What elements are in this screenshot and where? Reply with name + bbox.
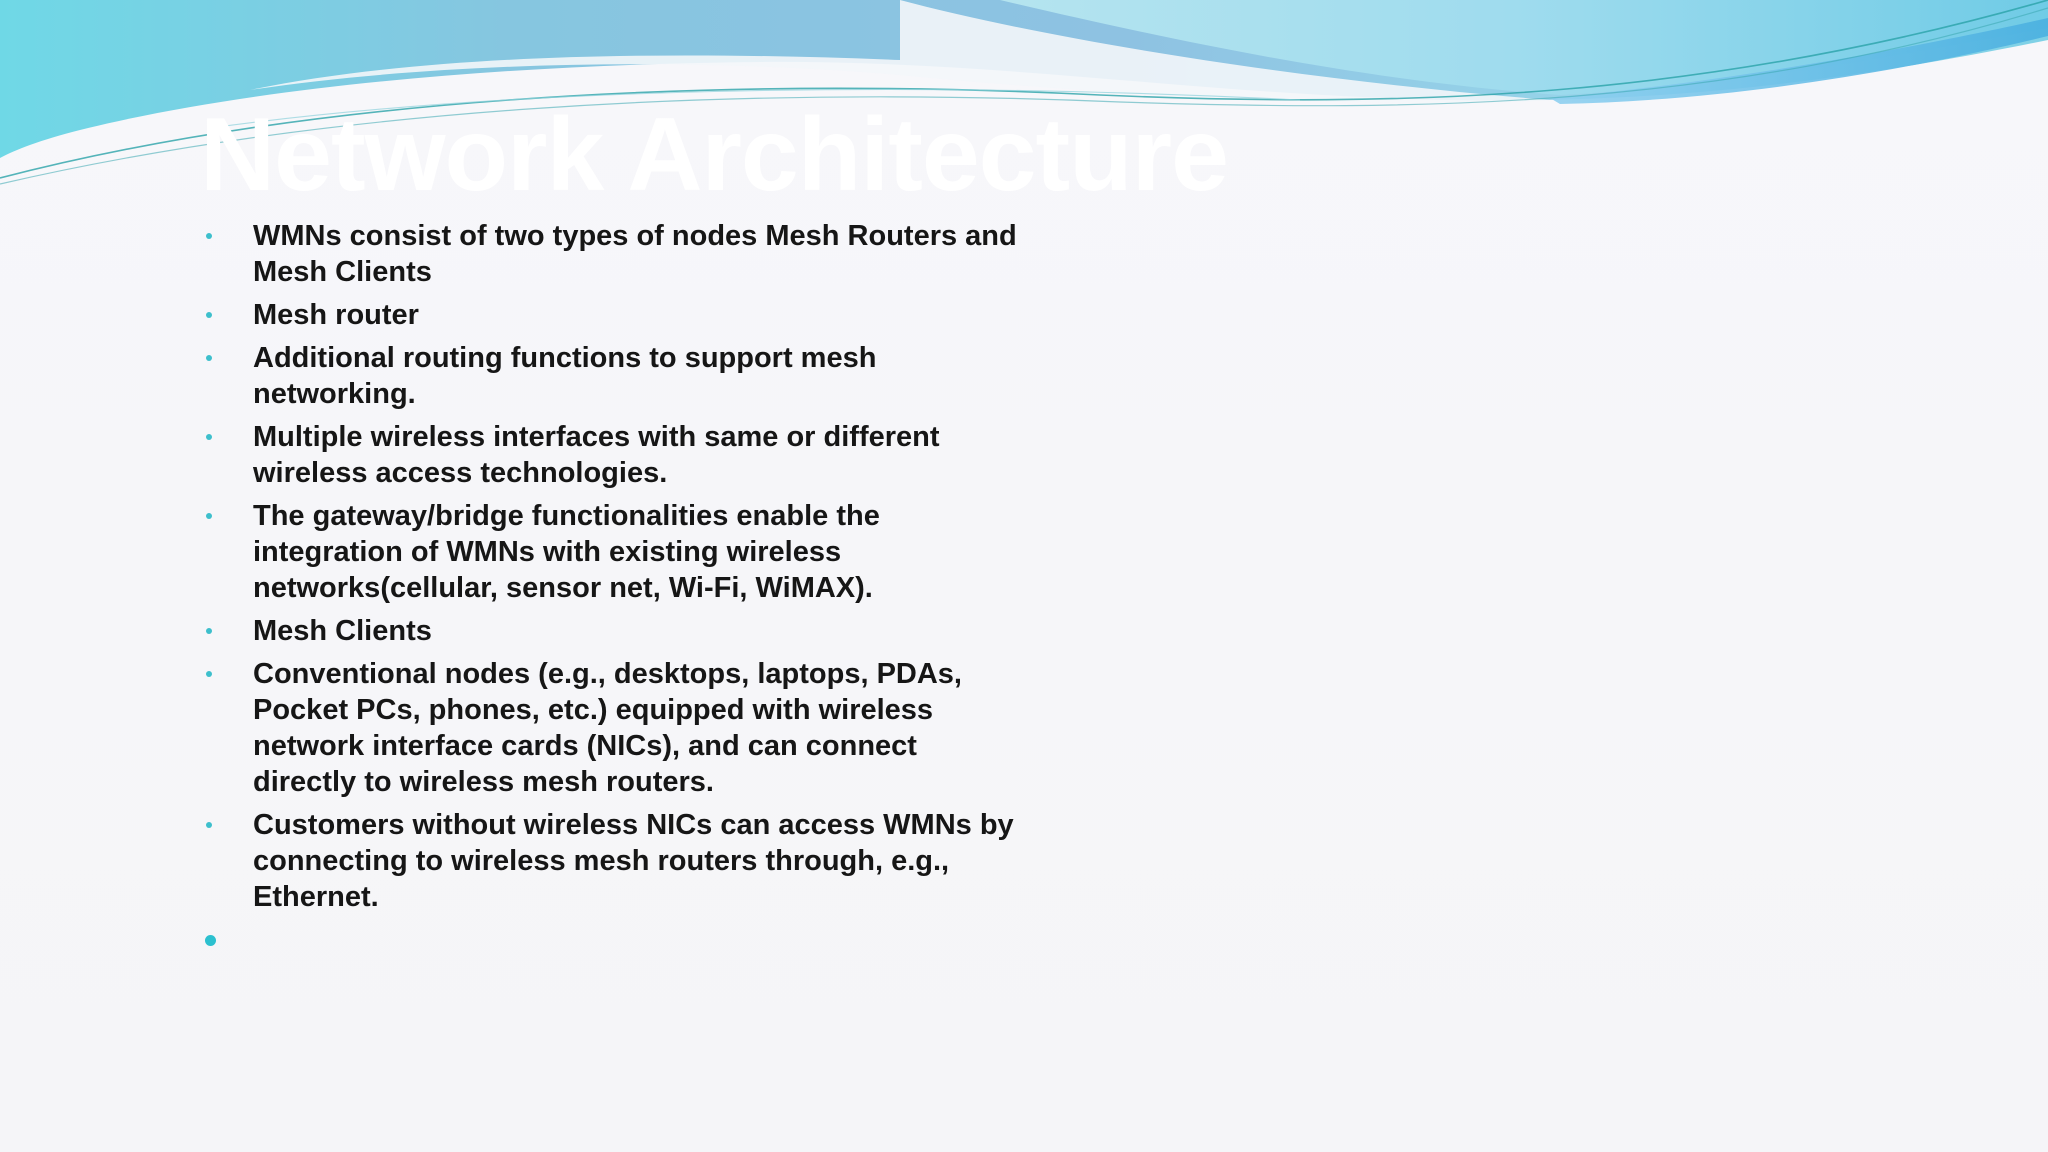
bullet-dot-icon [206,628,212,634]
bullet-dot-icon [206,671,212,677]
bullet-text: Mesh Clients [253,615,432,647]
slide-title: Network Architecture [200,97,1228,213]
bullet-item [200,807,1020,915]
bullet-text: The gateway/bridge functionalities enable the integration of WMNs with existing wireless networks(cellular, sensor net, Wi-Fi, WiMAX). [253,500,880,604]
bullet-item [200,419,1020,491]
bullet-item [200,297,1020,333]
bullet-dot-icon [205,935,216,946]
bullet-dot-icon [206,312,212,318]
bullet-dot-icon [206,355,212,361]
bullet-dot-icon [206,233,212,239]
bullet-item [200,498,1020,606]
bullet-text: WMNs consist of two types of nodes Mesh Routers and Mesh Clients [253,220,1017,288]
bullet-text: Additional routing functions to support mesh networking. [253,342,877,410]
bullet-dot-icon [206,822,212,828]
bullet-dot-icon [206,513,212,519]
bullet-item [200,218,1020,290]
bullet-list [200,218,1020,965]
bullet-item [200,613,1020,649]
bullet-text: Mesh router [253,299,419,331]
bullet-item [200,340,1020,412]
bullet-item [200,656,1020,800]
bullet-dot-icon [206,434,212,440]
bullet-text: Customers without wireless NICs can access WMNs by connecting to wireless mesh routers through, e.g., Ethernet. [253,809,1014,913]
bullet-text: Multiple wireless interfaces with same or different wireless access technologies. [253,421,940,489]
bullet-text: Conventional nodes (e.g., desktops, laptops, PDAs, Pocket PCs, phones, etc.) equipped with wireless network interface cards (NICs), and can connect directly to wireless mesh routers. [253,658,962,798]
empty-bullet-item [200,922,1020,958]
